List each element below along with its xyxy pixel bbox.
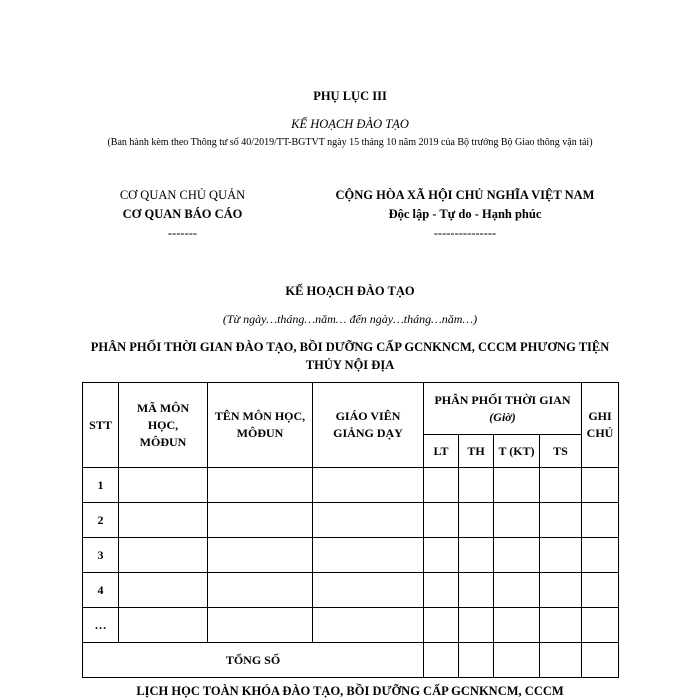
table-row <box>83 573 619 608</box>
republic-divider: --------------- <box>433 226 497 240</box>
plan-period: (Từ ngày…tháng…năm… đến ngày…tháng…năm…) <box>222 312 478 326</box>
header-tkt: T (KT) <box>494 435 540 468</box>
row-number: 1 <box>83 468 119 503</box>
header-lt: LT <box>424 435 459 468</box>
training-plan-table <box>82 382 619 678</box>
section-schedule-title: LỊCH HỌC TOÀN KHÓA ĐÀO TẠO, BỒI DƯỠNG CẤP GCNKNCM, CCCM <box>136 684 564 698</box>
row-number: 2 <box>83 503 119 538</box>
issued-by-note: (Ban hành kèm theo Thông tư số 40/2019/TT-BGTVT ngày 15 tháng 10 năm 2019 của Bộ trưởng Bộ Giao thông vận tải) <box>107 137 593 148</box>
republic-block <box>290 186 640 243</box>
section-distribution-title: PHÂN PHỐI THỜI GIAN ĐÀO TẠO, BỒI DƯỠNG CẤP GCNKNCM, CCCM PHƯƠNG TIỆN THỦY NỘI ĐỊA <box>90 340 610 372</box>
row-number: 3 <box>83 538 119 573</box>
table-row <box>83 608 619 643</box>
header-th: TH <box>459 435 494 468</box>
header-distribution <box>424 383 582 435</box>
agency-block <box>90 186 275 243</box>
reporting-agency: CƠ QUAN BÁO CÁO <box>122 207 243 221</box>
header-distribution-label: PHÂN PHỐI THỜI GIAN <box>434 392 571 407</box>
header-stt: STT <box>83 383 119 468</box>
total-label: TỔNG SỐ <box>83 643 424 678</box>
table-row <box>83 468 619 503</box>
parent-agency: CƠ QUAN CHỦ QUẢN <box>119 188 246 202</box>
header-code: MÃ MÔN HỌC, MÔĐUN <box>119 383 208 468</box>
appendix-label: PHỤ LỤC III <box>313 89 387 103</box>
row-number: … <box>83 608 119 643</box>
table-row <box>83 538 619 573</box>
header-teacher: GIÁO VIÊN GIẢNG DẠY <box>313 383 424 468</box>
table-row <box>83 503 619 538</box>
header-name: TÊN MÔN HỌC, MÔĐUN <box>208 383 313 468</box>
plan-title: KẾ HOẠCH ĐÀO TẠO <box>285 284 415 298</box>
row-number: 4 <box>83 573 119 608</box>
document-title: KẾ HOẠCH ĐÀO TẠO <box>291 117 409 131</box>
header-note: GHI CHÚ <box>582 383 619 468</box>
agency-divider: ------- <box>167 226 198 240</box>
header-unit: (Giờ) <box>489 409 516 424</box>
republic-name: CỘNG HÒA XÃ HỘI CHỦ NGHĨA VIỆT NAM <box>335 188 595 202</box>
total-row <box>83 643 619 678</box>
republic-motto: Độc lập - Tự do - Hạnh phúc <box>388 207 542 221</box>
header-ts: TS <box>540 435 582 468</box>
